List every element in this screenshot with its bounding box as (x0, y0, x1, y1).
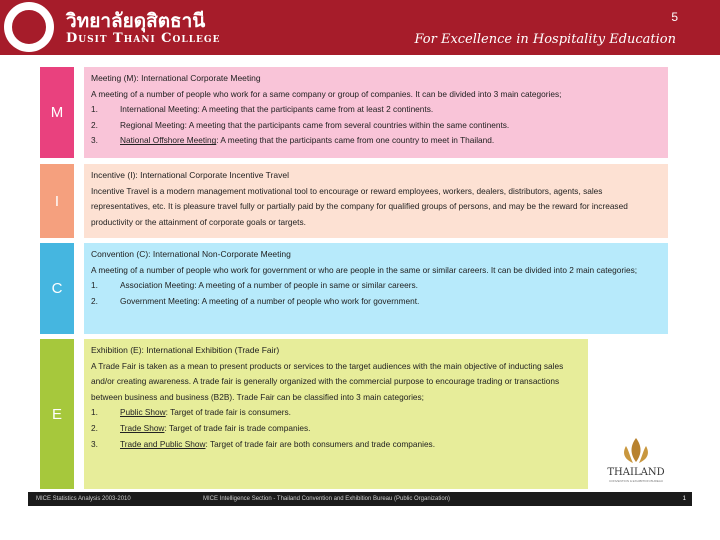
college-name-thai: วิทยาลัยดุสิตธานี (66, 10, 206, 32)
letter-label: E (51, 405, 62, 423)
page-number: 5 (671, 10, 678, 24)
item-term: National Offshore Meeting (120, 135, 217, 146)
section-panel-exhibition (84, 339, 588, 489)
item-text: : A meeting that the participants came from several countries within the same continents. (184, 119, 510, 130)
header-bar (0, 0, 720, 55)
section-title: Convention (C): International Non-Corporate Meeting (91, 249, 291, 259)
thailand-tceb-logo (600, 436, 672, 484)
section-list (91, 278, 660, 309)
section-letter-m (40, 67, 74, 158)
letter-label: M (50, 104, 64, 121)
section-title: Incentive (I): International Corporate Incentive Travel (91, 170, 289, 180)
letter-label: I (54, 192, 60, 210)
item-term: Government Meeting (120, 295, 198, 306)
list-item: 1. International Meeting: A meeting that the participants came from at least 2 continents. (91, 104, 434, 115)
item-text: : Target of trade fair is consumers. (165, 407, 291, 418)
college-name-english: Dusit Thani College (66, 31, 221, 46)
section-list (91, 102, 660, 149)
list-item: 1. Public Show: Target of trade fair is consumers. (91, 407, 291, 418)
item-term: Trade and Public Show (120, 438, 206, 449)
section-title: Exhibition (E): International Exhibition (Trade Fair) (91, 345, 280, 355)
section-intro: Incentive Travel is a modern management motivational tool to encourage or reward employees, workers, dealers, distributors, agents, sales representatives, etc. It is pleasure travel fully or partially paid by the company for qualified groups of persons, and may be the reward for increased productivity or the attainment of corporate goals or targets. (91, 185, 628, 227)
item-term: Association Meeting (120, 280, 195, 291)
item-term: Regional Meeting (120, 119, 185, 130)
item-term: Public Show (120, 407, 166, 418)
item-text: : Target of trade fair is trade companies. (164, 422, 311, 433)
section-letter-c (40, 243, 74, 334)
list-item: 2. Government Meeting: A meeting of a number of people who work for government. (91, 295, 420, 306)
item-text: : A meeting that the participants came from at least 2 continents. (197, 104, 434, 115)
list-item: 2. Trade Show: Target of trade fair is trade companies. (91, 422, 311, 433)
college-seal-logo (4, 2, 54, 52)
list-item: 3. National Offshore Meeting: A meeting that the participants came from one country to meet in Thailand. (91, 135, 495, 146)
section-panel-meeting (84, 67, 668, 158)
footer-bar (28, 492, 692, 506)
section-letter-e (40, 339, 74, 489)
section-title: Meeting (M): International Corporate Meeting (91, 73, 261, 83)
footer-page-number: 1 (682, 496, 686, 502)
item-text: : A meeting of a number of people who work for government. (197, 295, 420, 306)
section-panel-convention (84, 243, 668, 334)
section-intro: A Trade Fair is taken as a mean to present products or services to the target audiences with the main objective of inducting sales and/or creating awareness. A trade fair is generally organized with the commercial purpose to encourage trading or transactions between business and business (B2B). Trade Fair can be classified into 3 main categories; (91, 360, 564, 402)
letter-label: C (51, 280, 63, 297)
college-slogan: For Excellence in Hospitality Education (414, 32, 676, 47)
logo-tagline: CONVENTION & EXHIBITION BUREAU (608, 479, 664, 483)
item-term: Trade Show (120, 422, 165, 433)
section-intro: A meeting of a number of people who work for a same company or group of companies. It can be divided into 3 main categories; (91, 88, 562, 99)
list-item: 2. Regional Meeting: A meeting that the participants came from several countries within the same continents. (91, 119, 510, 130)
list-item: 3. Trade and Public Show: Target of trade fair are both consumers and trade companies. (91, 438, 436, 449)
list-item: 1. Association Meeting: A meeting of a number of people in same or similar careers. (91, 280, 418, 291)
item-text: : A meeting that the participants came from one country to meet in Thailand. (216, 135, 495, 146)
item-text: : A meeting of a number of people in same or similar careers. (194, 280, 418, 291)
section-intro: A meeting of a number of people who work for government or who are people in the same or similar careers. It can be divided into 2 main categories; (91, 264, 638, 275)
section-list (91, 405, 580, 452)
footer-organization: MICE Intelligence Section - Thailand Convention and Exhibition Bureau (Public Organization) (203, 496, 451, 502)
item-text: : Target of trade fair are both consumers and trade companies. (205, 438, 436, 449)
footer-report-title: MICE Statistics Analysis 2003-2010 (36, 496, 131, 502)
item-term: International Meeting (120, 104, 198, 115)
section-letter-i (40, 164, 74, 238)
logo-text: THAILAND (607, 467, 665, 478)
section-panel-incentive (84, 164, 668, 238)
